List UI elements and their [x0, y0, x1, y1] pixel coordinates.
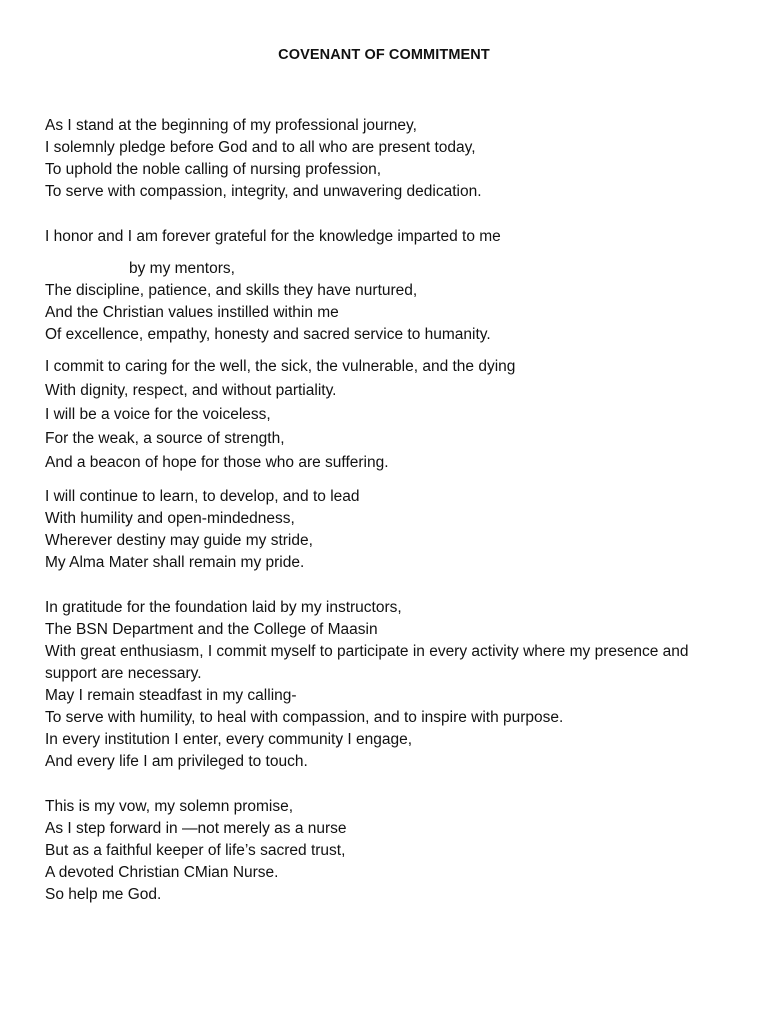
stanza-6-line-1: This is my vow, my solemn promise,: [45, 798, 294, 815]
stanza-3-line-3: I will be a voice for the voiceless,: [45, 406, 271, 423]
stanza-5-line-5: May I remain steadfast in my calling-: [45, 687, 297, 704]
stanza-1-line-3: To uphold the noble calling of nursing profession,: [45, 161, 382, 178]
stanza-2-line-4: And the Christian values instilled within me: [45, 304, 339, 321]
stanza-5-line-3: With great enthusiasm, I commit myself to participate in every activity where my presence and: [45, 643, 689, 660]
stanza-1-line-1: As I stand at the beginning of my professional journey,: [45, 117, 417, 134]
stanza-1-line-2: I solemnly pledge before God and to all who are present today,: [45, 139, 476, 156]
stanza-6-line-5: So help me God.: [45, 886, 162, 903]
stanza-5-line-2: The BSN Department and the College of Maasin: [45, 621, 378, 638]
stanza-6-line-4: A devoted Christian CMian Nurse.: [45, 864, 279, 881]
stanza-4-line-4: My Alma Mater shall remain my pride.: [45, 554, 305, 571]
stanza-3-line-5: And a beacon of hope for those who are suffering.: [45, 454, 389, 471]
stanza-5-line-7: In every institution I enter, every community I engage,: [45, 731, 413, 748]
stanza-3-line-2: With dignity, respect, and without partiality.: [45, 382, 337, 399]
stanza-4-line-1: I will continue to learn, to develop, and to lead: [45, 488, 360, 505]
stanza-3-line-1: I commit to caring for the well, the sick, the vulnerable, and the dying: [45, 358, 516, 375]
stanza-4-line-3: Wherever destiny may guide my stride,: [45, 532, 313, 549]
stanza-5-line-4: support are necessary.: [45, 665, 202, 682]
document-title: COVENANT OF COMMITMENT: [278, 47, 490, 63]
stanza-5-line-8: And every life I am privileged to touch.: [45, 753, 308, 770]
stanza-4-line-2: With humility and open-mindedness,: [45, 510, 295, 527]
stanza-3-line-4: For the weak, a source of strength,: [45, 430, 285, 447]
stanza-1-line-4: To serve with compassion, integrity, and unwavering dedication.: [45, 183, 482, 200]
stanza-2-line-1: I honor and I am forever grateful for the knowledge imparted to me: [45, 228, 501, 245]
stanza-5-line-6: To serve with humility, to heal with compassion, and to inspire with purpose.: [45, 709, 564, 726]
stanza-2-line-5: Of excellence, empathy, honesty and sacred service to humanity.: [45, 326, 491, 343]
stanza-2-line-2: by my mentors,: [129, 260, 235, 277]
stanza-6-line-3: But as a faithful keeper of life’s sacred trust,: [45, 842, 346, 859]
stanza-2-line-3: The discipline, patience, and skills they have nurtured,: [45, 282, 418, 299]
stanza-5-line-1: In gratitude for the foundation laid by my instructors,: [45, 599, 402, 616]
stanza-6-line-2: As I step forward in —not merely as a nurse: [45, 820, 347, 837]
